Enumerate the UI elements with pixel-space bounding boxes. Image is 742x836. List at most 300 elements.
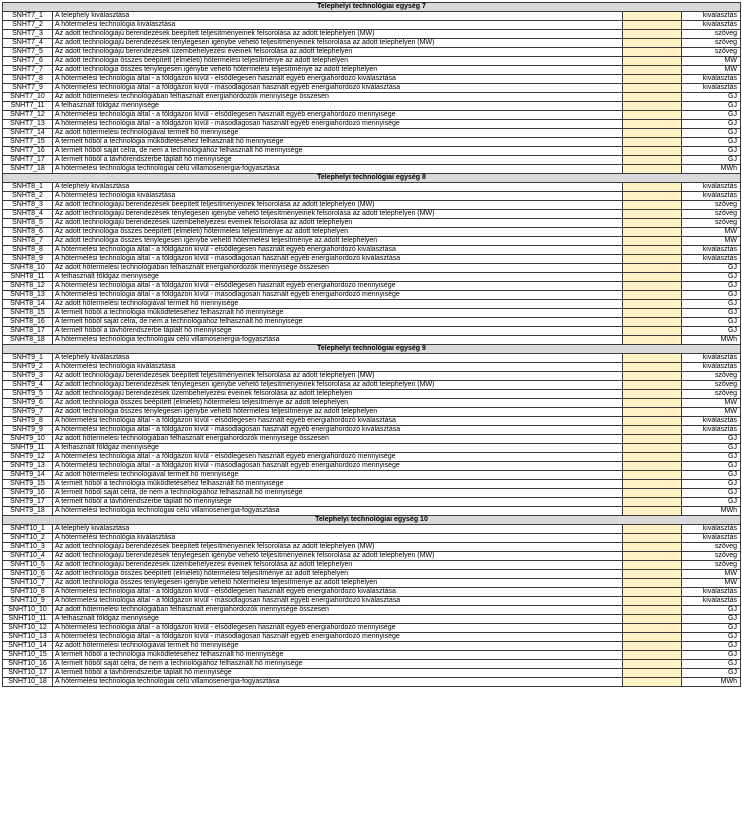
row-description: A hőtermelési technológia által - a földgázon kívül - másodlagosan használt egyéb energiahordozó mennyisége xyxy=(53,291,623,300)
value-input-cell[interactable] xyxy=(623,624,682,633)
row-description: A felhasznált földgáz mennyisége xyxy=(53,615,623,624)
value-input-cell[interactable] xyxy=(623,561,682,570)
value-input-cell[interactable] xyxy=(623,138,682,147)
row-code: SNHT7_18 xyxy=(3,165,53,174)
table-row xyxy=(3,210,741,219)
table-row xyxy=(3,111,741,120)
value-input-cell[interactable] xyxy=(623,84,682,93)
row-code: SNHT10_8 xyxy=(3,588,53,597)
table-row xyxy=(3,489,741,498)
table-body xyxy=(3,3,741,687)
row-code: SNHT8_6 xyxy=(3,228,53,237)
row-description: A hőtermelési technológia technológiai célú villamosenergia-fogyasztása xyxy=(53,336,623,345)
row-code: SNHT8_5 xyxy=(3,219,53,228)
row-code: SNHT7_5 xyxy=(3,48,53,57)
value-input-cell[interactable] xyxy=(623,210,682,219)
value-input-cell[interactable] xyxy=(623,642,682,651)
row-unit: kiválasztás xyxy=(682,75,741,84)
value-input-cell[interactable] xyxy=(623,615,682,624)
row-description: Az adott technológia összes beépített (elméleti) hőtermelési teljesítménye az adott telephelyen xyxy=(53,57,623,66)
value-input-cell[interactable] xyxy=(623,309,682,318)
row-unit: GJ xyxy=(682,633,741,642)
row-code: SNHT9_1 xyxy=(3,354,53,363)
value-input-cell[interactable] xyxy=(623,318,682,327)
value-input-cell[interactable] xyxy=(623,192,682,201)
table-row xyxy=(3,498,741,507)
value-input-cell[interactable] xyxy=(623,66,682,75)
row-unit: GJ xyxy=(682,651,741,660)
value-input-cell[interactable] xyxy=(623,228,682,237)
value-input-cell[interactable] xyxy=(623,147,682,156)
row-unit: GJ xyxy=(682,489,741,498)
row-code: SNHT8_4 xyxy=(3,210,53,219)
row-description: Az adott technológia összes beépített (elméleti) hőtermelési teljesítménye az adott telephelyen xyxy=(53,570,623,579)
value-input-cell[interactable] xyxy=(623,534,682,543)
value-input-cell[interactable] xyxy=(623,552,682,561)
row-unit: GJ xyxy=(682,120,741,129)
row-code: SNHT9_6 xyxy=(3,399,53,408)
row-code: SNHT9_9 xyxy=(3,426,53,435)
row-code: SNHT8_1 xyxy=(3,183,53,192)
table-row xyxy=(3,561,741,570)
row-unit: szöveg xyxy=(682,381,741,390)
row-unit: MW xyxy=(682,399,741,408)
table-row xyxy=(3,651,741,660)
row-code: SNHT8_18 xyxy=(3,336,53,345)
value-input-cell[interactable] xyxy=(623,39,682,48)
row-unit: szöveg xyxy=(682,210,741,219)
table-row xyxy=(3,480,741,489)
row-description: Az adott hőtermelési technológiában felhasznált energiahordozók mennyisége összesen xyxy=(53,435,623,444)
row-code: SNHT8_8 xyxy=(3,246,53,255)
row-description: A hőtermelési technológia által - a földgázon kívül - másodlagosan használt egyéb energiahordozó mennyisége xyxy=(53,633,623,642)
row-description: A hőtermelési technológia technológiai célú villamosenergia-fogyasztása xyxy=(53,507,623,516)
group-header-row xyxy=(3,3,741,12)
row-unit: GJ xyxy=(682,453,741,462)
value-input-cell[interactable] xyxy=(623,471,682,480)
table-row xyxy=(3,471,741,480)
row-code: SNHT7_4 xyxy=(3,39,53,48)
table-row xyxy=(3,264,741,273)
table-row xyxy=(3,30,741,39)
table-row xyxy=(3,417,741,426)
value-input-cell[interactable] xyxy=(623,336,682,345)
table-row xyxy=(3,66,741,75)
row-code: SNHT7_16 xyxy=(3,147,53,156)
table-row xyxy=(3,309,741,318)
row-unit: kiválasztás xyxy=(682,12,741,21)
value-input-cell[interactable] xyxy=(623,381,682,390)
table-row xyxy=(3,93,741,102)
value-input-cell[interactable] xyxy=(623,75,682,84)
table-row xyxy=(3,363,741,372)
row-unit: GJ xyxy=(682,273,741,282)
row-code: SNHT9_7 xyxy=(3,408,53,417)
table-row xyxy=(3,219,741,228)
value-input-cell[interactable] xyxy=(623,498,682,507)
row-code: SNHT9_15 xyxy=(3,480,53,489)
row-description: A hőtermelési technológia kiválasztása xyxy=(53,363,623,372)
table-row xyxy=(3,147,741,156)
row-code: SNHT10_14 xyxy=(3,642,53,651)
row-code: SNHT10_12 xyxy=(3,624,53,633)
row-unit: MW xyxy=(682,408,741,417)
technology-units-table xyxy=(2,2,741,687)
value-input-cell[interactable] xyxy=(623,435,682,444)
row-code: SNHT9_8 xyxy=(3,417,53,426)
row-code: SNHT8_12 xyxy=(3,282,53,291)
value-input-cell[interactable] xyxy=(623,264,682,273)
row-unit: GJ xyxy=(682,327,741,336)
value-input-cell[interactable] xyxy=(623,156,682,165)
table-row xyxy=(3,633,741,642)
row-unit: kiválasztás xyxy=(682,588,741,597)
row-code: SNHT10_10 xyxy=(3,606,53,615)
row-code: SNHT9_4 xyxy=(3,381,53,390)
table-row xyxy=(3,678,741,687)
table-row xyxy=(3,156,741,165)
row-unit: GJ xyxy=(682,624,741,633)
row-description: A hőtermelési technológia által - a földgázon kívül - másodlagosan használt egyéb energiahordozó kiválasztása xyxy=(53,255,623,264)
value-input-cell[interactable] xyxy=(623,30,682,39)
table-row xyxy=(3,120,741,129)
row-unit: GJ xyxy=(682,642,741,651)
row-unit: GJ xyxy=(682,138,741,147)
row-unit: kiválasztás xyxy=(682,597,741,606)
row-unit: kiválasztás xyxy=(682,183,741,192)
row-unit: GJ xyxy=(682,318,741,327)
row-code: SNHT8_11 xyxy=(3,273,53,282)
table-row xyxy=(3,282,741,291)
row-code: SNHT9_2 xyxy=(3,363,53,372)
value-input-cell[interactable] xyxy=(623,93,682,102)
row-code: SNHT9_11 xyxy=(3,444,53,453)
value-input-cell[interactable] xyxy=(623,183,682,192)
row-description: A telephely kiválasztása xyxy=(53,12,623,21)
row-description: Az adott hőtermelési technológiában felhasznált energiahordozók mennyisége összesen xyxy=(53,264,623,273)
value-input-cell[interactable] xyxy=(623,579,682,588)
value-input-cell[interactable] xyxy=(623,525,682,534)
row-code: SNHT10_13 xyxy=(3,633,53,642)
value-input-cell[interactable] xyxy=(623,363,682,372)
table-row xyxy=(3,183,741,192)
table-row xyxy=(3,624,741,633)
row-unit: szöveg xyxy=(682,39,741,48)
table-row xyxy=(3,192,741,201)
row-unit: GJ xyxy=(682,606,741,615)
table-row xyxy=(3,462,741,471)
value-input-cell[interactable] xyxy=(623,651,682,660)
row-description: Az adott technológiájú berendezések beépített teljesítményeinek felsorolása az adott telephelyen (MW) xyxy=(53,372,623,381)
value-input-cell[interactable] xyxy=(623,660,682,669)
row-unit: MW xyxy=(682,66,741,75)
row-code: SNHT8_9 xyxy=(3,255,53,264)
row-code: SNHT10_6 xyxy=(3,570,53,579)
table-row xyxy=(3,597,741,606)
group-header-row xyxy=(3,516,741,525)
value-input-cell[interactable] xyxy=(623,255,682,264)
table-row xyxy=(3,453,741,462)
value-input-cell[interactable] xyxy=(623,282,682,291)
row-unit: szöveg xyxy=(682,552,741,561)
value-input-cell[interactable] xyxy=(623,300,682,309)
row-unit: GJ xyxy=(682,435,741,444)
row-unit: GJ xyxy=(682,462,741,471)
row-description: A hőtermelési technológia által - a földgázon kívül - másodlagosan használt egyéb energiahordozó mennyisége xyxy=(53,120,623,129)
row-description: Az adott technológiájú berendezések üzembehelyezési éveinek felsorolása az adott telephelyen xyxy=(53,390,623,399)
table-row xyxy=(3,426,741,435)
row-unit: MW xyxy=(682,228,741,237)
value-input-cell[interactable] xyxy=(623,606,682,615)
row-code: SNHT7_6 xyxy=(3,57,53,66)
row-description: A termelt hőből a technológia működtetéséhez felhasznált hő mennyisége xyxy=(53,480,623,489)
value-input-cell[interactable] xyxy=(623,408,682,417)
value-input-cell[interactable] xyxy=(623,102,682,111)
row-description: Az adott technológiájú berendezések ténylegesen igénybe vehető teljesítményeinek felsorolása az adott telephelyen (MW) xyxy=(53,381,623,390)
value-input-cell[interactable] xyxy=(623,588,682,597)
value-input-cell[interactable] xyxy=(623,399,682,408)
row-description: Az adott hőtermelési technológiával termelt hő mennyisége xyxy=(53,642,623,651)
row-description: Az adott hőtermelési technológiában felhasznált energiahordozók mennyisége összesen xyxy=(53,606,623,615)
value-input-cell[interactable] xyxy=(623,111,682,120)
row-unit: szöveg xyxy=(682,48,741,57)
value-input-cell[interactable] xyxy=(623,489,682,498)
row-unit: GJ xyxy=(682,309,741,318)
row-unit: GJ xyxy=(682,444,741,453)
row-description: A termelt hőből a technológia működtetéséhez felhasznált hő mennyisége xyxy=(53,309,623,318)
row-code: SNHT10_3 xyxy=(3,543,53,552)
row-unit: GJ xyxy=(682,291,741,300)
table-row xyxy=(3,21,741,30)
value-input-cell[interactable] xyxy=(623,21,682,30)
row-code: SNHT10_16 xyxy=(3,660,53,669)
row-unit: kiválasztás xyxy=(682,354,741,363)
row-code: SNHT7_1 xyxy=(3,12,53,21)
table-row xyxy=(3,75,741,84)
table-row xyxy=(3,84,741,93)
value-input-cell[interactable] xyxy=(623,201,682,210)
table-row xyxy=(3,642,741,651)
row-unit: GJ xyxy=(682,498,741,507)
row-unit: szöveg xyxy=(682,372,741,381)
value-input-cell[interactable] xyxy=(623,597,682,606)
row-description: A hőtermelési technológia technológiai célú villamosenergia-fogyasztása xyxy=(53,678,623,687)
row-description: A hőtermelési technológia technológiai célú villamosenergia-fogyasztása xyxy=(53,165,623,174)
row-unit: GJ xyxy=(682,147,741,156)
row-description: A telephely kiválasztása xyxy=(53,525,623,534)
row-unit: kiválasztás xyxy=(682,84,741,93)
row-description: Az adott technológiájú berendezések beépített teljesítményeinek felsorolása az adott telephelyen (MW) xyxy=(53,543,623,552)
value-input-cell[interactable] xyxy=(623,354,682,363)
row-code: SNHT9_14 xyxy=(3,471,53,480)
table-row xyxy=(3,507,741,516)
row-description: A hőtermelési technológia által - a földgázon kívül - elsődlegesen használt egyéb energiahordozó kiválasztása xyxy=(53,417,623,426)
value-input-cell[interactable] xyxy=(623,12,682,21)
value-input-cell[interactable] xyxy=(623,462,682,471)
group-title: Telephelyi technológiai egység 8 xyxy=(3,174,741,183)
row-description: Az adott technológia összes beépített (elméleti) hőtermelési teljesítménye az adott telephelyen xyxy=(53,399,623,408)
row-unit: kiválasztás xyxy=(682,417,741,426)
row-code: SNHT9_10 xyxy=(3,435,53,444)
row-code: SNHT7_13 xyxy=(3,120,53,129)
row-description: A termelt hőből a távhőrendszerbe táplált hő mennyisége xyxy=(53,156,623,165)
row-unit: MW xyxy=(682,570,741,579)
row-description: Az adott hőtermelési technológiával termelt hő mennyisége xyxy=(53,129,623,138)
table-row xyxy=(3,138,741,147)
group-title: Telephelyi technológiai egység 9 xyxy=(3,345,741,354)
group-header-row xyxy=(3,174,741,183)
row-code: SNHT9_12 xyxy=(3,453,53,462)
row-code: SNHT10_5 xyxy=(3,561,53,570)
value-input-cell[interactable] xyxy=(623,444,682,453)
row-description: A termelt hőből saját célra, de nem a technológiához felhasznált hő mennyisége xyxy=(53,318,623,327)
table-row xyxy=(3,669,741,678)
row-code: SNHT7_3 xyxy=(3,30,53,39)
row-description: Az adott technológiájú berendezések beépített teljesítményeinek felsorolása az adott telephelyen (MW) xyxy=(53,30,623,39)
row-description: A hőtermelési technológia által - a földgázon kívül - másodlagosan használt egyéb energiahordozó kiválasztása xyxy=(53,84,623,93)
row-unit: MW xyxy=(682,57,741,66)
table-row xyxy=(3,327,741,336)
group-header-row xyxy=(3,345,741,354)
value-input-cell[interactable] xyxy=(623,453,682,462)
value-input-cell[interactable] xyxy=(623,480,682,489)
row-description: A hőtermelési technológia által - a földgázon kívül - másodlagosan használt egyéb energiahordozó mennyisége xyxy=(53,462,623,471)
row-description: A hőtermelési technológia által - a földgázon kívül - elsődlegesen használt egyéb energiahordozó kiválasztása xyxy=(53,246,623,255)
table-row xyxy=(3,408,741,417)
value-input-cell[interactable] xyxy=(623,372,682,381)
value-input-cell[interactable] xyxy=(623,57,682,66)
value-input-cell[interactable] xyxy=(623,237,682,246)
row-description: Az adott hőtermelési technológiával termelt hő mennyisége xyxy=(53,300,623,309)
value-input-cell[interactable] xyxy=(623,129,682,138)
row-code: SNHT7_11 xyxy=(3,102,53,111)
value-input-cell[interactable] xyxy=(623,246,682,255)
row-code: SNHT10_11 xyxy=(3,615,53,624)
group-title: Telephelyi technológiai egység 10 xyxy=(3,516,741,525)
row-unit: szöveg xyxy=(682,390,741,399)
value-input-cell[interactable] xyxy=(623,219,682,228)
value-input-cell[interactable] xyxy=(623,570,682,579)
row-code: SNHT9_18 xyxy=(3,507,53,516)
row-code: SNHT9_5 xyxy=(3,390,53,399)
table-row xyxy=(3,237,741,246)
row-description: A hőtermelési technológia által - a földgázon kívül - elsődlegesen használt egyéb energiahordozó mennyisége xyxy=(53,111,623,120)
value-input-cell[interactable] xyxy=(623,669,682,678)
row-unit: szöveg xyxy=(682,201,741,210)
value-input-cell[interactable] xyxy=(623,327,682,336)
table-row xyxy=(3,435,741,444)
row-description: A felhasznált földgáz mennyisége xyxy=(53,444,623,453)
row-description: A hőtermelési technológia által - a földgázon kívül - elsődlegesen használt egyéb energiahordozó mennyisége xyxy=(53,282,623,291)
row-code: SNHT10_1 xyxy=(3,525,53,534)
row-code: SNHT7_7 xyxy=(3,66,53,75)
table-row xyxy=(3,444,741,453)
row-description: A termelt hőből a távhőrendszerbe táplált hő mennyisége xyxy=(53,327,623,336)
row-description: A termelt hőből a technológia működtetéséhez felhasznált hő mennyisége xyxy=(53,651,623,660)
table-row xyxy=(3,57,741,66)
row-description: A hőtermelési technológia által - a földgázon kívül - másodlagosan használt egyéb energiahordozó kiválasztása xyxy=(53,426,623,435)
row-unit: kiválasztás xyxy=(682,192,741,201)
value-input-cell[interactable] xyxy=(623,165,682,174)
row-unit: GJ xyxy=(682,129,741,138)
table-row xyxy=(3,615,741,624)
value-input-cell[interactable] xyxy=(623,507,682,516)
row-description: Az adott technológiájú berendezések ténylegesen igénybe vehető teljesítményeinek felsorolása az adott telephelyen (MW) xyxy=(53,210,623,219)
table-row xyxy=(3,660,741,669)
value-input-cell[interactable] xyxy=(623,543,682,552)
row-unit: szöveg xyxy=(682,219,741,228)
table-row xyxy=(3,534,741,543)
row-code: SNHT8_7 xyxy=(3,237,53,246)
row-description: A felhasznált földgáz mennyisége xyxy=(53,102,623,111)
row-code: SNHT9_3 xyxy=(3,372,53,381)
row-unit: kiválasztás xyxy=(682,525,741,534)
row-unit: GJ xyxy=(682,111,741,120)
row-unit: MWh xyxy=(682,678,741,687)
table-row xyxy=(3,39,741,48)
row-description: A termelt hőből a távhőrendszerbe táplált hő mennyisége xyxy=(53,498,623,507)
row-description: A hőtermelési technológia által - a földgázon kívül - elsődlegesen használt egyéb energiahordozó kiválasztása xyxy=(53,588,623,597)
row-code: SNHT9_13 xyxy=(3,462,53,471)
row-unit: szöveg xyxy=(682,561,741,570)
row-unit: szöveg xyxy=(682,30,741,39)
table-row xyxy=(3,48,741,57)
table-row xyxy=(3,606,741,615)
row-unit: GJ xyxy=(682,156,741,165)
row-description: Az adott technológia összes ténylegesen igénybe vehető hőtermelési teljesítménye az adott telephelyen xyxy=(53,408,623,417)
row-description: A hőtermelési technológia által - a földgázon kívül - elsődlegesen használt egyéb energiahordozó mennyisége xyxy=(53,624,623,633)
row-description: A felhasznált földgáz mennyisége xyxy=(53,273,623,282)
table-row xyxy=(3,291,741,300)
value-input-cell[interactable] xyxy=(623,678,682,687)
row-code: SNHT8_16 xyxy=(3,318,53,327)
table-row xyxy=(3,525,741,534)
table-row xyxy=(3,318,741,327)
row-code: SNHT10_9 xyxy=(3,597,53,606)
row-code: SNHT7_9 xyxy=(3,84,53,93)
row-unit: MWh xyxy=(682,507,741,516)
value-input-cell[interactable] xyxy=(623,426,682,435)
table-row xyxy=(3,102,741,111)
table-row xyxy=(3,390,741,399)
row-code: SNHT10_7 xyxy=(3,579,53,588)
value-input-cell[interactable] xyxy=(623,291,682,300)
row-unit: MW xyxy=(682,579,741,588)
table-row xyxy=(3,399,741,408)
value-input-cell[interactable] xyxy=(623,390,682,399)
row-description: A termelt hőből a távhőrendszerbe táplált hő mennyisége xyxy=(53,669,623,678)
row-code: SNHT9_17 xyxy=(3,498,53,507)
row-code: SNHT8_14 xyxy=(3,300,53,309)
row-description: A termelt hőből saját célra, de nem a technológiához felhasznált hő mennyisége xyxy=(53,147,623,156)
value-input-cell[interactable] xyxy=(623,120,682,129)
row-unit: GJ xyxy=(682,264,741,273)
row-description: Az adott technológiájú berendezések üzembehelyezési éveinek felsorolása az adott telephelyen xyxy=(53,561,623,570)
row-unit: GJ xyxy=(682,471,741,480)
row-unit: GJ xyxy=(682,660,741,669)
value-input-cell[interactable] xyxy=(623,273,682,282)
row-code: SNHT10_15 xyxy=(3,651,53,660)
row-description: A hőtermelési technológia által - a földgázon kívül - másodlagosan használt egyéb energiahordozó kiválasztása xyxy=(53,597,623,606)
row-description: Az adott hőtermelési technológiával termelt hő mennyisége xyxy=(53,471,623,480)
value-input-cell[interactable] xyxy=(623,48,682,57)
table-row xyxy=(3,543,741,552)
value-input-cell[interactable] xyxy=(623,633,682,642)
row-description: A hőtermelési technológia által - a földgázon kívül - elsődlegesen használt egyéb energiahordozó kiválasztása xyxy=(53,75,623,84)
row-code: SNHT8_3 xyxy=(3,201,53,210)
table-row xyxy=(3,336,741,345)
value-input-cell[interactable] xyxy=(623,417,682,426)
